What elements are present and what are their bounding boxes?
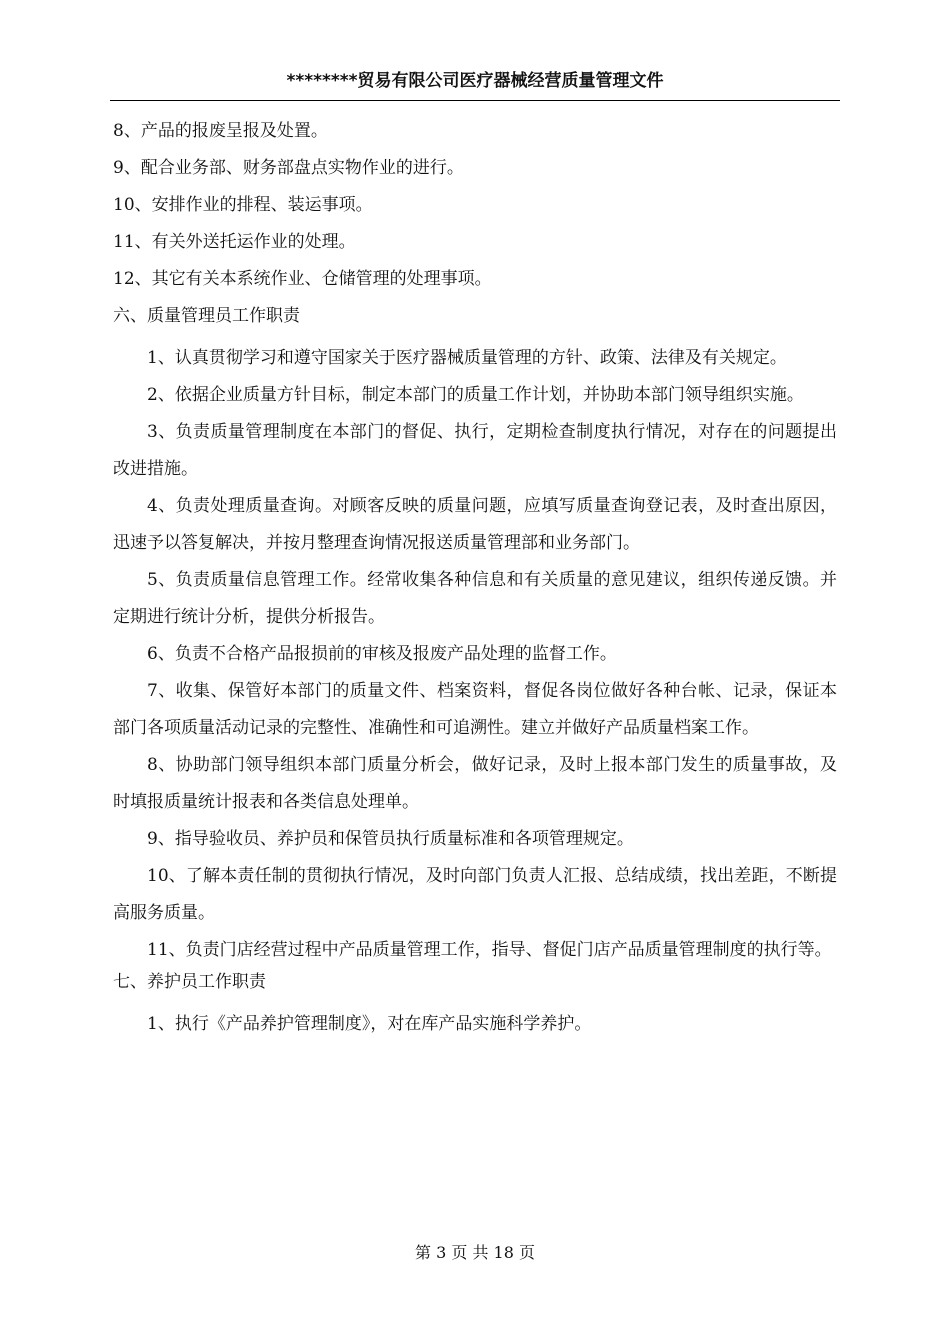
list-item: 12、其它有关本系统作业、仓储管理的处理事项。 [113, 269, 492, 289]
duty-item: 4、负责处理质量查询。对顾客反映的质量问题，应填写质量查询登记表，及时查出原因，迅速予以答复解决，并按月整理查询情况报送质量管理部和业务部门。 [113, 496, 837, 553]
duty-item: 7、收集、保管好本部门的质量文件、档案资料，督促各岗位做好各种台帐、记录，保证本部门各项质量活动记录的完整性、准确性和可追溯性。建立并做好产品质量档案工作。 [113, 681, 837, 738]
duty-item: 6、负责不合格产品报损前的审核及报废产品处理的监督工作。 [147, 644, 617, 664]
duty-item: 9、指导验收员、养护员和保管员执行质量标准和各项管理规定。 [147, 829, 634, 849]
duty-item: 11、负责门店经营过程中产品质量管理工作，指导、督促门店产品质量管理制度的执行等。 [147, 940, 832, 960]
list-item: 11、有关外送托运作业的处理。 [113, 232, 356, 252]
duty-item: 10、了解本责任制的贯彻执行情况，及时向部门负责人汇报、总结成绩，找出差距，不断提高服务质量。 [113, 866, 837, 923]
section-heading-quality-manager: 六、质量管理员工作职责 [113, 306, 300, 326]
page-number-footer: 第 3 页 共 18 页 [415, 1243, 535, 1262]
document-header-title: ********贸易有限公司医疗器械经营质量管理文件 [286, 71, 664, 91]
duty-item: 8、协助部门领导组织本部门质量分析会，做好记录，及时上报本部门发生的质量事故，及时填报质量统计报表和各类信息处理单。 [113, 755, 837, 812]
duty-item: 2、依据企业质量方针目标，制定本部门的质量工作计划，并协助本部门领导组织实施。 [147, 385, 804, 405]
duty-item: 1、认真贯彻学习和遵守国家关于医疗器械质量管理的方针、政策、法律及有关规定。 [147, 348, 787, 368]
document-body [113, 118, 837, 1043]
duty-item: 5、负责质量信息管理工作。经常收集各种信息和有关质量的意见建议，组织传递反馈。并定期进行统计分析，提供分析报告。 [113, 570, 837, 627]
list-item: 8、产品的报废呈报及处置。 [113, 121, 328, 141]
header-divider [110, 100, 840, 101]
section-heading-maintenance: 七、养护员工作职责 [113, 972, 266, 992]
list-item: 9、配合业务部、财务部盘点实物作业的进行。 [113, 158, 464, 178]
list-item: 10、安排作业的排程、装运事项。 [113, 195, 373, 215]
duty-item: 1、执行《产品养护管理制度》，对在库产品实施科学养护。 [147, 1014, 592, 1034]
duty-item: 3、负责质量管理制度在本部门的督促、执行，定期检查制度执行情况，对存在的问题提出改进措施。 [113, 422, 837, 479]
